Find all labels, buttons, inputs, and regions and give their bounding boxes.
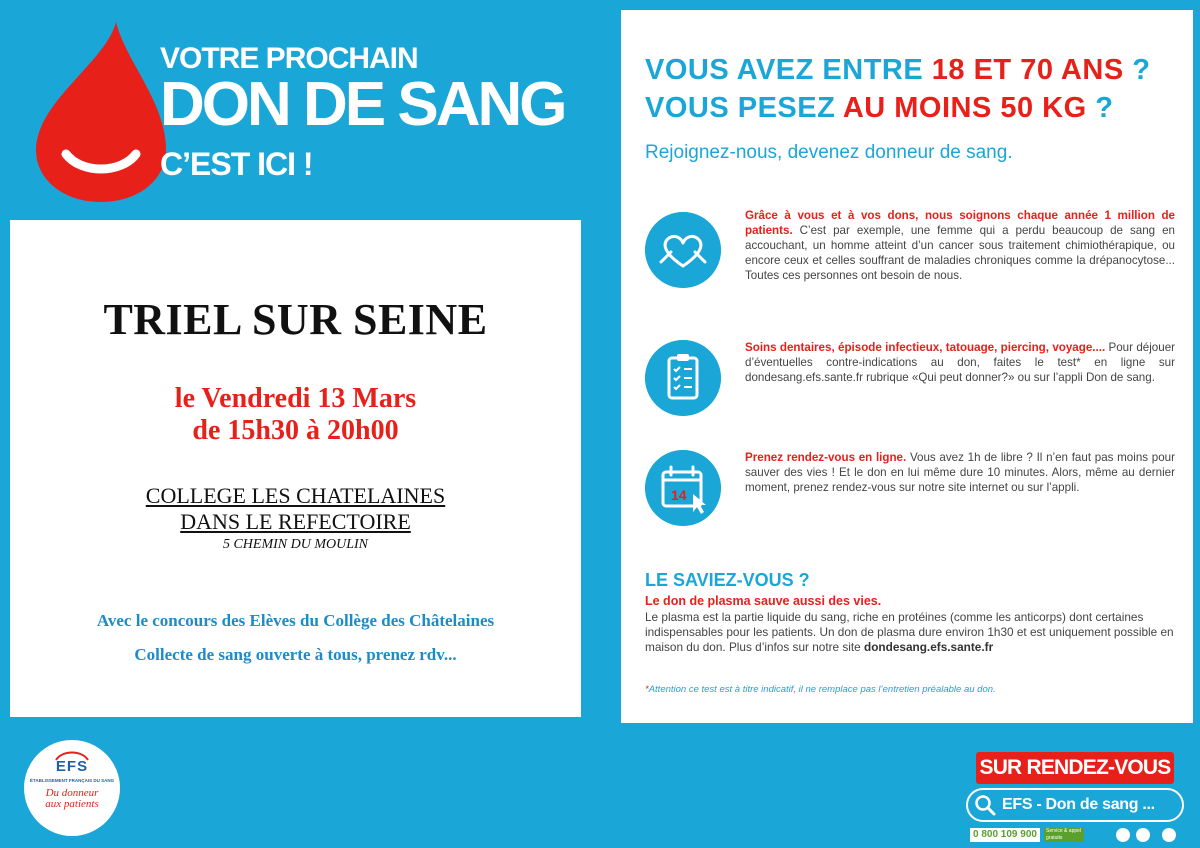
headline-line3: C’EST ICI !	[160, 146, 313, 182]
plasma-body: Le plasma est la partie liquide du sang, riche en protéines (comme les anticorps) dont certaines indispensables pour les patients. Un don de plasma dure environ 1h30 et est uniquement possible en maison du don. Plus d’infos sur notre site	[645, 610, 1174, 654]
venue-line2: DANS LE REFECTOIRE	[180, 509, 411, 534]
efs-logo	[24, 740, 120, 836]
phone-number[interactable]: 0 800 109 900	[970, 828, 1040, 842]
event-date-line: le Vendredi 13 Mars	[174, 383, 417, 414]
event-time-line: de 15h30 à 20h00	[192, 415, 399, 446]
feature-patients-text	[745, 208, 1175, 283]
feature-rdv-text	[745, 450, 1175, 495]
accessibility-icon	[1162, 828, 1176, 842]
event-date	[10, 383, 581, 447]
event-rdv: Collecte de sang ouverte à tous, prenez rdv...	[134, 645, 457, 664]
footer-bar	[970, 828, 1182, 844]
headline-line2: DON DE SANG	[160, 70, 565, 139]
event-city: TRIEL SUR SEINE	[103, 295, 488, 344]
plasma-site-link[interactable]: dondesang.efs.sante.fr	[864, 640, 994, 654]
venue-line1: COLLEGE LES CHATELAINES	[145, 483, 446, 508]
event-partner: Avec le concours des Elèves du Collège des Châtelaines	[96, 611, 495, 630]
headline-line1: VOTRE PROCHAIN	[160, 42, 418, 75]
efs-slogan-line2: aux patients	[45, 798, 99, 810]
search-icon	[974, 794, 996, 816]
feature-patients-body: C’est par exemple, une femme qui a perdu beaucoup de sang en accouchant, un homme atteint d’un cancer sous traitement chimiothérapique, ou encore ceux et celles souffrant de maladies chroniques comme la drépanocytose... Toutes ces personnes ont besoin de nous.	[745, 224, 1175, 282]
headline	[160, 42, 564, 184]
weight-min: AU MOINS 50 KG	[842, 92, 1087, 124]
info-card	[621, 10, 1193, 723]
plasma-text	[645, 610, 1175, 655]
age-range: 18 ET 70 ANS	[931, 54, 1124, 86]
efs-slogan	[24, 788, 120, 810]
note-text: Attention ce test est à titre indicatif, il ne remplace pas l’entretien préalable au don.	[648, 684, 996, 695]
join-text: Rejoignez-nous, devenez donneur de sang.	[645, 142, 1013, 163]
saviez-title: LE SAVIEZ-VOUS ?	[645, 570, 810, 590]
age-question-suffix: ?	[1123, 54, 1151, 86]
partner-logo-icon	[1116, 828, 1130, 842]
calendar-day: 14	[671, 487, 687, 503]
search-text: EFS - Don de sang ...	[1002, 796, 1155, 813]
feature-rdv-bold: Prenez rendez-vous en ligne.	[745, 451, 907, 464]
weight-question	[645, 92, 1113, 125]
event-address: 5 CHEMIN DU MOULIN	[222, 537, 369, 552]
event-venue	[10, 483, 581, 535]
efs-name: EFS	[55, 758, 89, 775]
weight-question-prefix: VOUS PESEZ	[645, 92, 843, 124]
event-card	[10, 220, 581, 717]
weight-question-suffix: ?	[1086, 92, 1114, 124]
blood-drop-icon	[36, 22, 166, 202]
heart-hands-icon	[645, 212, 721, 288]
calendar-click-icon	[645, 450, 721, 526]
efs-slogan-line1: Du donneur	[45, 787, 99, 799]
feature-rdv-body: Vous avez 1h de libre ? Il n’en faut pas moins pour sauver des vies ! Et le don en lui même dure 10 minutes. Alors, même au dernier moment, prenez rendez-vous sur notre site internet ou sur l’appli.	[745, 451, 1175, 494]
feature-test-bold: Soins dentaires, épisode infectieux, tatouage, piercing, voyage....	[745, 341, 1106, 354]
note-star: *	[645, 684, 649, 695]
feature-test-text	[745, 340, 1175, 385]
feature-test-body: Pour déjouer d’éventuelles contre-indications au don, faites le test* en ligne sur dondesang.efs.sante.fr rubrique «Qui peut donner?» ou sur l’appli Don de sang.	[745, 341, 1175, 384]
feature-patients-bold: Grâce à vous et à vos dons, nous soignons chaque année 1 million de patients.	[745, 209, 1175, 237]
clipboard-checklist-icon	[645, 340, 721, 416]
service-label: Service & appel gratuits	[1044, 828, 1084, 842]
age-question	[645, 54, 1150, 87]
app-search-box[interactable]	[966, 788, 1184, 822]
partner-logo-icon	[1136, 828, 1150, 842]
rdv-banner: SUR RENDEZ-VOUS	[976, 752, 1174, 784]
efs-fullname: ÉTABLISSEMENT FRANÇAIS DU SANG	[29, 778, 115, 783]
plasma-heading: Le don de plasma sauve aussi des vies.	[645, 594, 882, 608]
age-question-prefix: VOUS AVEZ ENTRE	[645, 54, 932, 86]
disclaimer-note	[645, 684, 996, 695]
